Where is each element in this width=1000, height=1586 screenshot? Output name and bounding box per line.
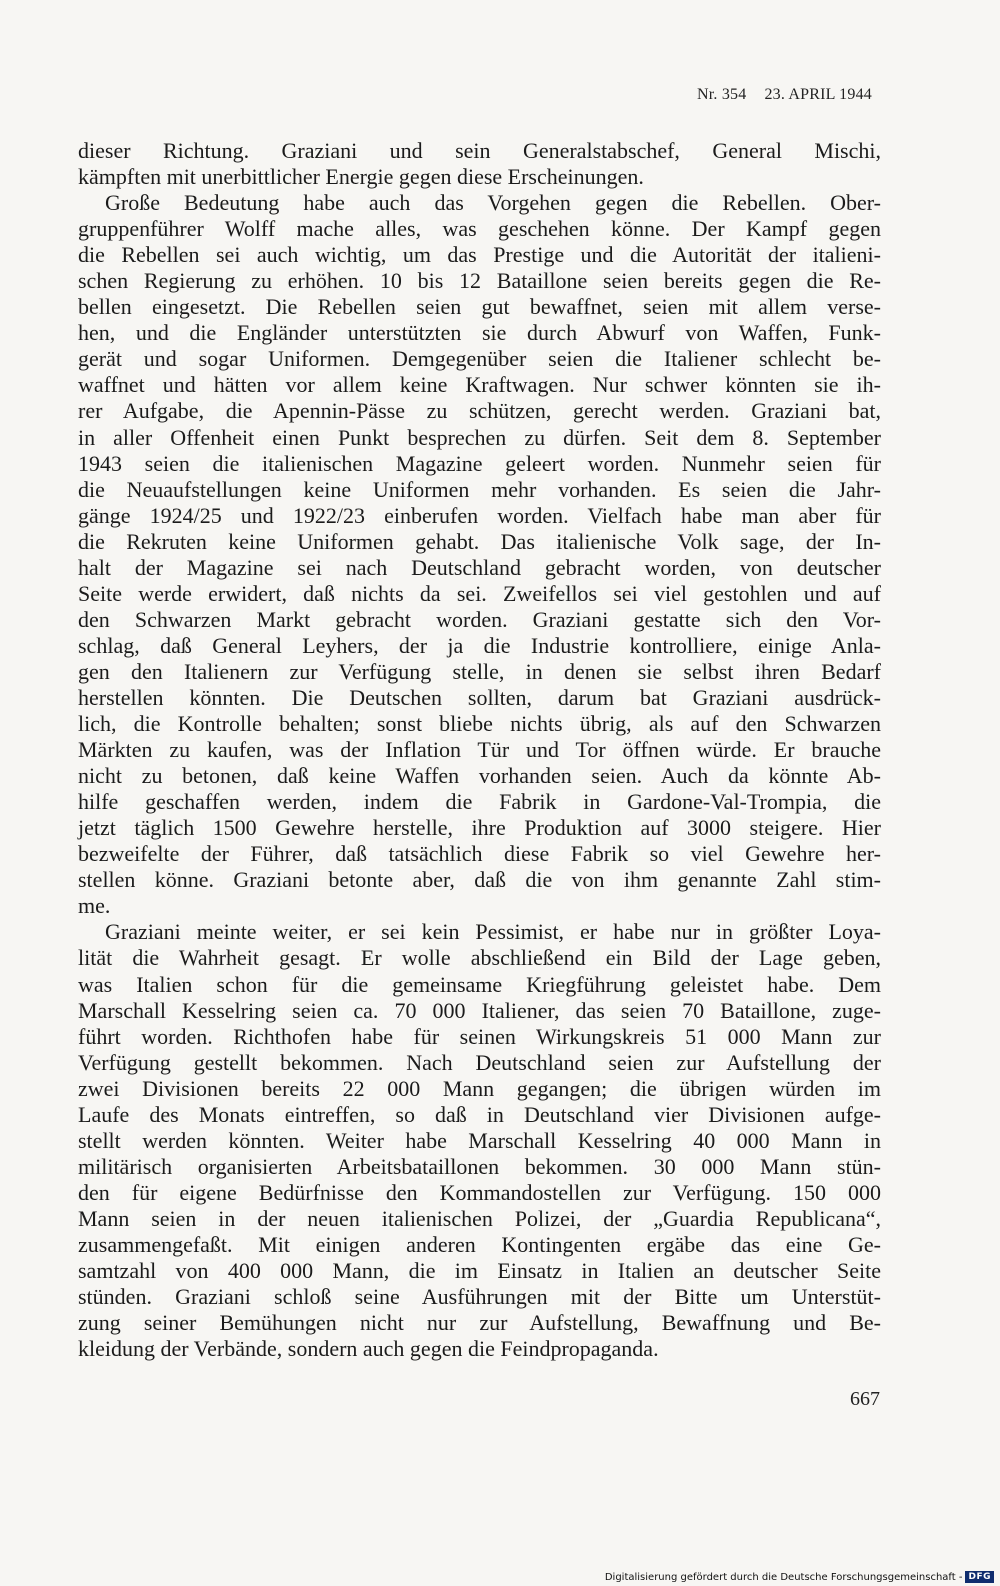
text-line: halt der Magazine sei nach Deutschland gebracht worden, von deutscher xyxy=(78,554,881,580)
text-line: gerät und sogar Uniformen. Demgegenüber seien die Italiener schlecht be- xyxy=(78,346,881,372)
document-date: 23. APRIL 1944 xyxy=(764,86,872,103)
text-line: Laufe des Monats eintreffen, so daß in Deutschland vier Divisionen aufge- xyxy=(78,1101,881,1127)
text-line: gruppenführer Wolff mache alles, was geschehen könne. Der Kampf gegen xyxy=(78,216,881,242)
body-text xyxy=(78,138,881,1362)
text-line: stellt werden könnten. Weiter habe Marschall Kesselring 40 000 Mann in xyxy=(78,1127,881,1153)
text-line: me. xyxy=(78,893,111,919)
text-line: in aller Offenheit einen Punkt besprechen zu dürfen. Seit dem 8. September xyxy=(78,424,881,450)
text-line: rer Aufgabe, die Apennin-Pässe zu schützen, gerecht werden. Graziani bat, xyxy=(78,398,881,424)
text-line: gänge 1924/25 und 1922/23 einberufen worden. Vielfach habe man aber für xyxy=(78,502,881,528)
text-line: Marschall Kesselring seien ca. 70 000 Italiener, das seien 70 Bataillone, zuge- xyxy=(78,997,881,1023)
text-line: die Rekruten keine Uniformen gehabt. Das italienische Volk sage, der In- xyxy=(78,528,881,554)
text-line: den Schwarzen Markt gebracht worden. Graziani gestatte sich den Vor- xyxy=(78,606,881,632)
document-number: Nr. 354 xyxy=(697,86,747,103)
text-line: herstellen könnten. Die Deutschen sollten, darum bat Graziani ausdrück- xyxy=(78,684,881,710)
text-line: Verfügung gestellt bekommen. Nach Deutschland seien zur Aufstellung der xyxy=(78,1049,881,1075)
text-line: schlag, daß General Leyhers, der ja die Industrie kontrolliere, einige Anla- xyxy=(78,632,881,658)
text-line: lität die Wahrheit gesagt. Er wolle abschließend ein Bild der Lage geben, xyxy=(78,945,881,971)
page-number: 667 xyxy=(850,1388,880,1410)
text-line: den für eigene Bedürfnisse den Kommandostellen zur Verfügung. 150 000 xyxy=(78,1179,881,1205)
text-line: kämpften mit unerbittlicher Energie gegen diese Erscheinungen. xyxy=(78,164,644,190)
text-line: zwei Divisionen bereits 22 000 Mann gegangen; die übrigen würden im xyxy=(78,1075,881,1101)
footer-text: Digitalisierung gefördert durch die Deutsche Forschungsgemeinschaft - xyxy=(604,1571,963,1583)
text-line: schen Regierung zu erhöhen. 10 bis 12 Bataillone seien bereits gegen die Re- xyxy=(78,268,881,294)
text-line: die Rebellen sei auch wichtig, um das Prestige und die Autorität der italieni- xyxy=(78,242,881,268)
text-line: jetzt täglich 1500 Gewehre herstelle, ihre Produktion auf 3000 steigere. Hier xyxy=(78,815,881,841)
text-line: Märkten zu kaufen, was der Inflation Tür und Tor öffnen würde. Er brauche xyxy=(78,737,881,763)
text-line: stellen könne. Graziani betonte aber, daß die von ihm genannte Zahl stim- xyxy=(78,867,881,893)
text-line: was Italien schon für die gemeinsame Kriegführung geleistet habe. Dem xyxy=(78,971,881,997)
text-line: die Neuaufstellungen keine Uniformen mehr vorhanden. Es seien die Jahr- xyxy=(78,476,881,502)
text-line: dieser Richtung. Graziani und sein Generalstabschef, General Mischi, xyxy=(78,138,881,163)
text-line: zusammengefaßt. Mit einigen anderen Kontingenten ergäbe das eine Ge- xyxy=(78,1231,881,1257)
text-line: führt worden. Richthofen habe für seinen Wirkungskreis 51 000 Mann zur xyxy=(78,1023,881,1049)
footer-credit xyxy=(605,1571,994,1583)
text-line: Seite werde erwidert, daß nichts da sei. Zweifellos sei viel gestohlen und auf xyxy=(78,580,881,606)
text-line: Graziani meinte weiter, er sei kein Pessimist, er habe nur in größter Loya- xyxy=(105,919,881,945)
text-line: Große Bedeutung habe auch das Vorgehen gegen die Rebellen. Ober- xyxy=(105,190,881,216)
text-line: militärisch organisierten Arbeitsbataillonen bekommen. 30 000 Mann stün- xyxy=(78,1153,881,1179)
running-head xyxy=(697,86,872,104)
text-line: bellen eingesetzt. Die Rebellen seien gut bewaffnet, seien mit allem verse- xyxy=(78,294,881,320)
text-line: waffnet und hätten vor allem keine Kraftwagen. Nur schwer könnten sie ih- xyxy=(78,372,881,398)
text-line: stünden. Graziani schloß seine Ausführungen mit der Bitte um Unterstüt- xyxy=(78,1284,881,1310)
text-line: kleidung der Verbände, sondern auch gegen die Feindpropaganda. xyxy=(78,1336,659,1362)
text-line: Mann seien in der neuen italienischen Polizei, der „Guardia Republicana“, xyxy=(78,1205,881,1231)
text-line: hen, und die Engländer unterstützten sie durch Abwurf von Waffen, Funk- xyxy=(78,320,881,346)
text-line: samtzahl von 400 000 Mann, die im Einsatz in Italien an deutscher Seite xyxy=(78,1258,881,1284)
dfg-logo: DFG xyxy=(965,1571,994,1583)
text-line: 1943 seien die italienischen Magazine geleert worden. Nunmehr seien für xyxy=(78,450,881,476)
text-line: lich, die Kontrolle behalten; sonst bliebe nichts übrig, als auf den Schwarzen xyxy=(78,711,881,737)
text-line: nicht zu betonen, daß keine Waffen vorhanden seien. Auch da könnte Ab- xyxy=(78,763,881,789)
text-line: gen den Italienern zur Verfügung stelle, in denen sie selbst ihren Bedarf xyxy=(78,658,881,684)
text-line: bezweifelte der Führer, daß tatsächlich diese Fabrik so viel Gewehre her- xyxy=(78,841,881,867)
text-line: hilfe geschaffen werden, indem die Fabrik in Gardone-Val-Trompia, die xyxy=(78,789,881,815)
text-line: zung seiner Bemühungen nicht nur zur Aufstellung, Bewaffnung und Be- xyxy=(78,1310,881,1336)
